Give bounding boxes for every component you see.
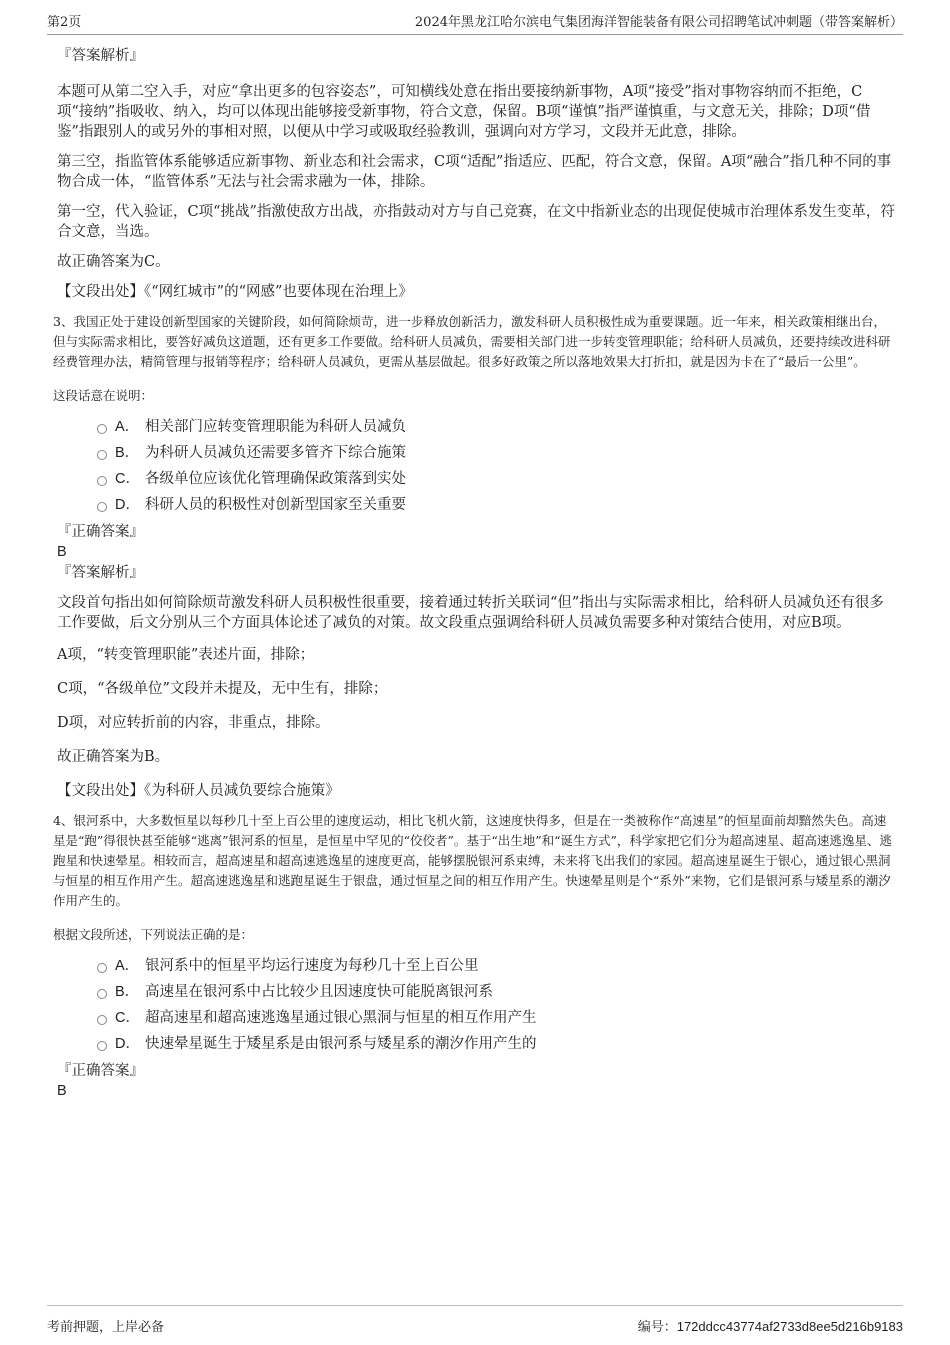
option-text: 科研人员的积极性对创新型国家至关重要 xyxy=(145,497,406,513)
option-b[interactable] xyxy=(57,979,897,1005)
document-title: 2024年黑龙江哈尔滨电气集团海洋智能装备有限公司招聘笔试冲刺题（带答案解析） xyxy=(414,15,903,30)
radio-icon[interactable] xyxy=(97,963,107,973)
option-letter: D． xyxy=(115,497,140,513)
option-letter: A． xyxy=(115,958,140,974)
radio-icon[interactable] xyxy=(97,476,107,486)
code-label: 编号： xyxy=(637,1320,677,1335)
document-code xyxy=(638,1316,903,1335)
option-letter: C． xyxy=(115,471,140,487)
code-value: 172ddcc43774af2733d8ee5d216b9183 xyxy=(676,1319,903,1334)
correct-answer-label: 『正确答案』 xyxy=(57,1063,144,1079)
option-text: 相关部门应转变管理职能为科研人员减负 xyxy=(145,419,406,435)
option-b[interactable] xyxy=(57,440,897,466)
radio-icon[interactable] xyxy=(97,989,107,999)
radio-icon[interactable] xyxy=(97,450,107,460)
option-letter: D． xyxy=(115,1036,140,1052)
correct-answer-label: 『正确答案』 xyxy=(57,524,144,540)
analysis-paragraph: A项，“转变管理职能”表述片面，排除； xyxy=(57,647,315,663)
option-d[interactable] xyxy=(57,1031,897,1057)
option-c[interactable] xyxy=(57,466,897,492)
question-stem: 根据文段所述，下列说法正确的是： xyxy=(53,927,254,942)
analysis-paragraph: 第一空，代入验证，C项“挑战”指激使敌方出战，亦指鼓动对方与自己竞赛，在文中指新业态的出现促使城市治理体系发生变革，符合文意，当选。 xyxy=(57,204,895,240)
analysis-paragraph: 文段首句指出如何简除烦苛激发科研人员积极性很重要，接着通过转折关联词“但”指出与实际需求相比，给科研人员减负还有很多工作要做，后文分别从三个方面具体论述了减负的对策。故文段重点强调给科研人员减负需要多种对策结合使用，对应B项。 xyxy=(57,595,884,631)
radio-icon[interactable] xyxy=(97,424,107,434)
option-a[interactable] xyxy=(57,953,897,979)
radio-icon[interactable] xyxy=(97,1041,107,1051)
footer-slogan: 考前押题，上岸必备 xyxy=(47,1320,165,1335)
option-text: 快速晕星诞生于矮星系是由银河系与矮星系的潮汐作用产生的 xyxy=(145,1036,537,1052)
option-letter: B． xyxy=(115,984,140,1000)
radio-icon[interactable] xyxy=(97,502,107,512)
analysis-paragraph: C项，“各级单位”文段并未提及，无中生有，排除； xyxy=(57,681,388,697)
option-letter: B． xyxy=(115,445,140,461)
analysis-paragraph: 第三空，指监管体系能够适应新事物、新业态和社会需求，C项“适配”指适应、匹配，符合文意，保留。A项“融合”指几种不同的事物合成一体，“监管体系”无法与社会需求融为一体，排除。 xyxy=(57,154,892,190)
option-letter: A． xyxy=(115,419,140,435)
answer-conclusion: 故正确答案为C。 xyxy=(57,254,170,270)
option-text: 为科研人员减负还需要多管齐下综合施策 xyxy=(145,445,406,461)
option-d[interactable] xyxy=(57,492,897,518)
option-text: 超高速星和超高速逃逸星通过银心黑洞与恒星的相互作用产生 xyxy=(145,1010,537,1026)
option-text: 银河系中的恒星平均运行速度为每秒几十至上百公里 xyxy=(145,958,479,974)
passage-source: 【文段出处】《“网红城市”的“网感”也要体现在治理上》 xyxy=(57,284,413,300)
option-text: 高速星在银河系中占比较少且因速度快可能脱离银河系 xyxy=(145,984,493,1000)
option-list xyxy=(57,953,897,1057)
analysis-paragraph: 本题可从第二空入手，对应“拿出更多的包容姿态”，可知横线处意在指出要接纳新事物，A项“接受”指对事物容纳而不拒绝，C项“接纳”指吸收、纳入，均可以体现出能够接受新事物，符合文意，保留。B项“谨慎”指严谨慎重，与文意无关，排除；D项“借鉴”指跟别人的或另外的事相对照，以便从中学习或吸取经验教训，强调向对方学习，文段并无此意，排除。 xyxy=(57,84,871,140)
page-content xyxy=(53,42,897,1100)
radio-icon[interactable] xyxy=(97,1015,107,1025)
answer-analysis-label: 『答案解析』 xyxy=(57,48,144,64)
option-a[interactable] xyxy=(57,414,897,440)
page-number: 第2页 xyxy=(47,15,82,30)
option-text: 各级单位应该优化管理确保政策落到实处 xyxy=(145,471,406,487)
option-list xyxy=(57,414,897,518)
page-header xyxy=(47,14,903,35)
answer-analysis-label: 『答案解析』 xyxy=(57,565,144,581)
question-passage: 3、我国正处于建设创新型国家的关键阶段，如何简除烦苛，进一步释放创新活力，激发科研人员积极性成为重要课题。近一年来，相关政策相继出台，但与实际需求相比，要答好减负这道题，还有更多工作要做。给科研人员减负，需要相关部门进一步转变管理职能；给科研人员减负，还要持续改进科研经费管理办法，精简管理与报销等程序；给科研人员减负，更需从基层做起。很多好政策之所以落地效果大打折扣，就是因为卡在了“最后一公里”。 xyxy=(53,314,891,369)
correct-answer: B xyxy=(57,544,67,560)
answer-conclusion: 故正确答案为B。 xyxy=(57,749,170,765)
option-c[interactable] xyxy=(57,1005,897,1031)
correct-answer: B xyxy=(57,1083,67,1099)
question-passage: 4、银河系中，大多数恒星以每秒几十至上百公里的速度运动，相比飞机火箭，这速度快得多，但是在一类被称作“高速星”的恒星面前却黯然失色。高速星是“跑”得很快甚至能够“逃离”银河系的恒星，是恒星中罕见的“佼佼者”。基于“出生地”和“诞生方式”，科学家把它们分为超高速星、超高速逃逸星、逃跑星和快速晕星。相较而言，超高速星和超高速逃逸星的速度更高，能够摆脱银河系束缚，未来将飞出我们的家园。超高速星诞生于银心，通过银心黑洞与恒星的相互作用产生。超高速逃逸星和逃跑星诞生于银盘，通过恒星之间的相互作用产生。快速晕星则是个“系外”来物，它们是银河系与矮星系的潮汐作用产生的。 xyxy=(53,813,892,908)
page-footer xyxy=(47,1305,903,1336)
question-stem: 这段话意在说明： xyxy=(53,388,154,403)
option-letter: C． xyxy=(115,1010,140,1026)
analysis-paragraph: D项，对应转折前的内容，非重点，排除。 xyxy=(57,715,330,731)
passage-source: 【文段出处】《为科研人员减负要综合施策》 xyxy=(57,783,340,799)
